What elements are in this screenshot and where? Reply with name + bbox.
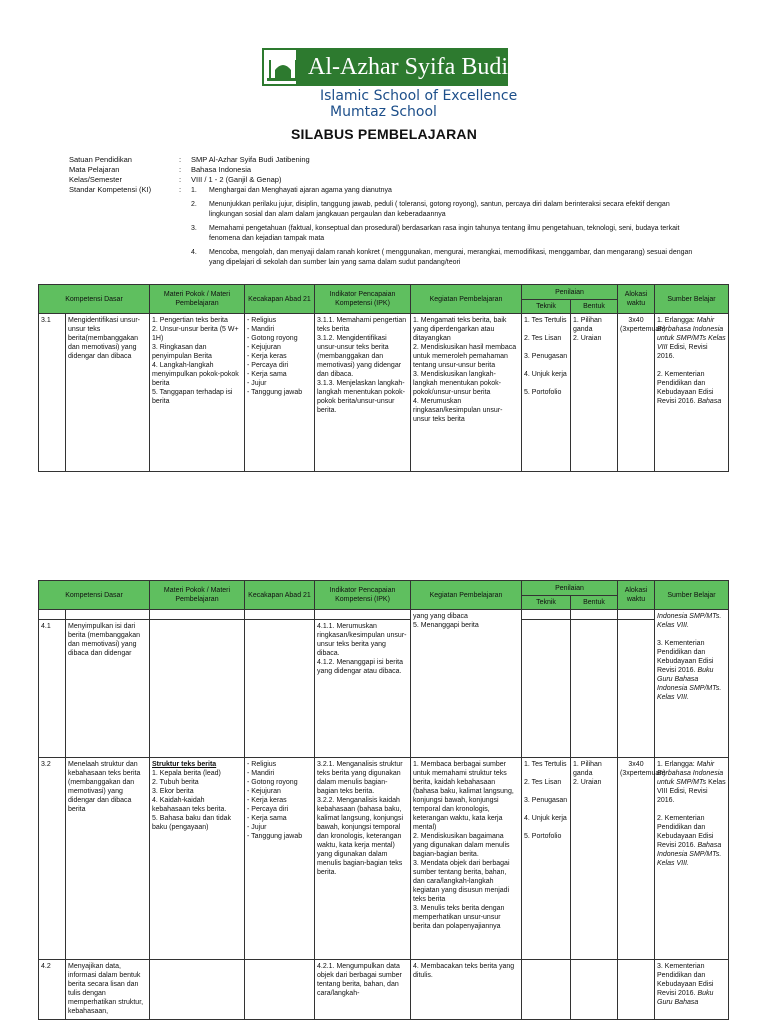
header-ipk: Indikator Pencapaian Kompetensi (IPK) xyxy=(315,581,411,610)
header-bentuk: Bentuk xyxy=(571,596,618,610)
kegiatan-text: 1. Membaca berbagai sumber untuk memahami struktur teks berita, kaidah kebahasaan (bahasa baku, kalimat langsung, konjungsi bawah, konjungsi temporal dan kronologis, keterangan waktu, kata kerja mental) 2. Mendiskusikan bagaimana yang digunakan dalam menulis bagian-bagian berita. 3. Mendata objek dari berbagai sumber tentang berita, bahan, dan cara/langkah-langkah kegiatan yang disusun menjadi teks berita 3. Menulis teks berita dengan memperhatikan unsur-unsur berita dan polapenyajiannya xyxy=(411,758,522,960)
kd-number: 3.1 xyxy=(39,314,66,472)
header-materi: Materi Pokok / Materi Pembelajaran xyxy=(150,285,245,314)
meta-row: Satuan Pendidikan : SMP Al-Azhar Syifa Budi Jatibening xyxy=(69,155,310,164)
school-tagline: Islamic School of Excellence Mumtaz School xyxy=(320,88,518,120)
alokasi-text: 3x40 (3xpertemuan) xyxy=(618,314,655,472)
header-kd: Kompetensi Dasar xyxy=(39,581,150,610)
kegiatan-text: 1. Mengamati teks berita, baik yang diperdengarkan atau ditayangkan 2. Mendiskusikan hasil membaca untuk memeroleh pemahaman tentang unsur-unsur berita 3. Mendiskusikan langkah-langkah menentukan pokok-pokok/unsur-unsur berita 4. Merumuskan ringkasan/kesimpulan unsur-unsur teks berita xyxy=(411,314,522,472)
meta-row: Standar Kompetensi (KI) : xyxy=(69,185,182,194)
header-materi: Materi Pokok / Materi Pembelajaran xyxy=(150,581,245,610)
syllabus-table-1 xyxy=(38,284,729,472)
materi-text: Struktur teks berita 1. Kepala berita (lead) 2. Tubuh berita 3. Ekor berita 4. Kaidah-kaidah kebahasaan teks berita. 5. Bahasa baku dan tidak baku (pengayaan) xyxy=(150,758,245,960)
ipk-text: 3.2.1. Menganalisis struktur teks berita yang digunakan dalam menulis bagian-bagian teks berita. 3.2.2. Menganalisis kaidah kebahasaan (bahasa baku, kalimat langsung, konjungsi bawah, konjungsi temporal dan kronologis, keterangan waktu, kata kerja mental) yang digunakan dalam menulis bagian-bagian teks berita. xyxy=(315,758,411,960)
header-kegiatan: Kegiatan Pembelajaran xyxy=(411,581,522,610)
abad-text: - Religius - Mandiri - Gotong royong - Kejujuran - Kerja keras - Percaya diri - Kerja sama - Jujur - Tanggung jawab xyxy=(245,758,315,960)
header-kegiatan: Kegiatan Pembelajaran xyxy=(411,285,522,314)
school-logo xyxy=(262,48,508,86)
table-row xyxy=(39,758,729,960)
bentuk-text: 1. Pilihan ganda 2. Uraian xyxy=(571,314,618,472)
header-alokasi: Alokasi waktu xyxy=(618,581,655,610)
meta-row: Mata Pelajaran : Bahasa Indonesia xyxy=(69,165,252,174)
teknik-text: 1. Tes Tertulis 2. Tes Lisan 3. Penugasan 4. Unjuk kerja 5. Portofolio xyxy=(522,758,571,960)
ki-item: 1. Menghargai dan Menghayati ajaran agama yang dianutnya xyxy=(191,187,392,194)
sumber-text: 1. Erlangga: Mahir Berbahasa Indonesia untuk SMP/MTs Kelas VIII Edisi, Revisi 2016. 2. Kementerian Pendidikan dan Kebudayaan Edisi Revisi 2016. Bahasa xyxy=(655,314,729,472)
header-bentuk: Bentuk xyxy=(571,300,618,314)
table-row xyxy=(39,620,729,758)
header-penilaian: Penilaian xyxy=(522,581,618,596)
teknik-text: 1. Tes Tertulis 2. Tes Lisan 3. Penugasan 4. Unjuk kerja 5. Portofolio xyxy=(522,314,571,472)
meta-row: Kelas/Semester : VIII / 1 - 2 (Ganjil & Genap) xyxy=(69,175,282,184)
materi-text: 1. Pengertian teks berita 2. Unsur-unsur berita (5 W+ 1H) 3. Ringkasan dan penyimpulan Berita 4. Langkah-langkah menyimpulkan pokok-pokok berita 5. Tanggapan terhadap isi berita xyxy=(150,314,245,472)
mosque-icon xyxy=(262,48,298,86)
ki-item: 3. Memahami pengetahuan (faktual, konseptual dan prosedural) berdasarkan rasa ingin tahunya tentang ilmu pengetahuan, teknologi, seni, budaya terkait fenomena dan kejadian tampak mata xyxy=(191,225,680,242)
kd-text: Mengidentifikasi unsur-unsur teks berita(membanggakan dan memotivasi) yang didengar dan dibaca xyxy=(66,314,150,472)
table-row xyxy=(39,610,729,620)
header-ipk: Indikator Pencapaian Kompetensi (IPK) xyxy=(315,285,411,314)
school-name: Al-Azhar Syifa Budi xyxy=(308,53,508,80)
kd-text: Menyajikan data, informasi dalam bentuk berita secara lisan dan tulis dengan memperhatikan struktur, kebahasaan, xyxy=(66,960,150,1020)
kegiatan-text: yang yang dibaca 5. Menanggapi berita xyxy=(411,610,522,758)
header-sumber: Sumber Belajar xyxy=(655,581,729,610)
kd-text: Menelaah struktur dan kebahasaan teks berita (membanggakan dan memotivasi) yang didengar dan dibaca berita xyxy=(66,758,150,960)
kd-text: Menyimpulkan isi dari berita (membanggakan dan memotivasi) yang dibaca dan didengar xyxy=(66,620,150,758)
kd-number: 4.2 xyxy=(39,960,66,1020)
header-kd: Kompetensi Dasar xyxy=(39,285,150,314)
table-row xyxy=(39,314,729,472)
ipk-text: 4.2.1. Mengumpulkan data objek dari berbagai sumber tentang berita, bahan, dan cara/langkah- xyxy=(315,960,411,1020)
sumber-text: Indonesia SMP/MTs. Kelas VIII. 3. Kementerian Pendidikan dan Kebudayaan Edisi Revisi 2016. Buku Guru Bahasa Indonesia SMP/MTs. Kelas VIII. xyxy=(655,610,729,758)
header-alokasi: Alokasi waktu xyxy=(618,285,655,314)
header-abad: Kecakapan Abad 21 xyxy=(245,581,315,610)
abad-text: - Religius - Mandiri - Gotong royong - Kejujuran - Kerja keras - Percaya diri - Kerja sama - Jujur - Tanggung jawab xyxy=(245,314,315,472)
header-sumber: Sumber Belajar xyxy=(655,285,729,314)
ki-list xyxy=(191,186,701,272)
document-title: SILABUS PEMBELAJARAN xyxy=(290,126,477,142)
header-abad: Kecakapan Abad 21 xyxy=(245,285,315,314)
header-teknik: Teknik xyxy=(522,596,571,610)
bentuk-text: 1. Pilihan ganda 2. Uraian xyxy=(571,758,618,960)
header-teknik: Teknik xyxy=(522,300,571,314)
ki-item: 4. Mencoba, mengolah, dan menyaji dalam ranah konkret ( menggunakan, mengurai, merangkai, memodifikasi, menggambar, dan mengarang) sesuai dengan yang dipelajari di sekolah dan sumber lain yang sama dalam sudut pandang/teori xyxy=(191,249,693,266)
ki-item: 2. Menunjukkan perilaku jujur, disiplin, tanggung jawab, peduli ( toleransi, gotong royong), santun, percaya diri dalam berinteraksi secara efektif dengan lingkungan sosial dan alam dalam jangkauan pergaulan dan keberadaannya xyxy=(191,201,670,218)
kegiatan-text: 4. Membacakan teks berita yang ditulis. xyxy=(411,960,522,1020)
alokasi-text: 3x40 (3xpertemuan) xyxy=(618,758,655,960)
header-penilaian: Penilaian xyxy=(522,285,618,300)
table-row xyxy=(39,960,729,1020)
sumber-text: 1. Erlangga: Mahir Berbahasa Indonesia untuk SMP/MTs Kelas VIII Edisi, Revisi 2016. 2. Kementerian Pendidikan dan Kebudayaan Edisi Revisi 2016. Bahasa Indonesia SMP/MTs. Kelas VIII. xyxy=(655,758,729,960)
syllabus-table-2 xyxy=(38,580,729,1020)
ipk-text: 4.1.1. Merumuskan ringkasan/kesimpulan unsur-unsur teks berita yang dibaca. 4.1.2. Menanggapi isi berita yang didengar atau dibaca. xyxy=(315,620,411,758)
ipk-text: 3.1.1. Memahami pengertian teks berita 3.1.2. Mengidentifikasi unsur-unsur teks berita (membanggakan dan memotivasi) yang didengar dan dibaca. 3.1.3. Menjelaskan langkah-langkah menentukan pokok-pokok berita/unsur-unsur berita. xyxy=(315,314,411,472)
sumber-text: 3. Kementerian Pendidikan dan Kebudayaan Edisi Revisi 2016. Buku Guru Bahasa xyxy=(655,960,729,1020)
kd-number: 3.2 xyxy=(39,758,66,960)
kd-number: 4.1 xyxy=(39,620,66,758)
